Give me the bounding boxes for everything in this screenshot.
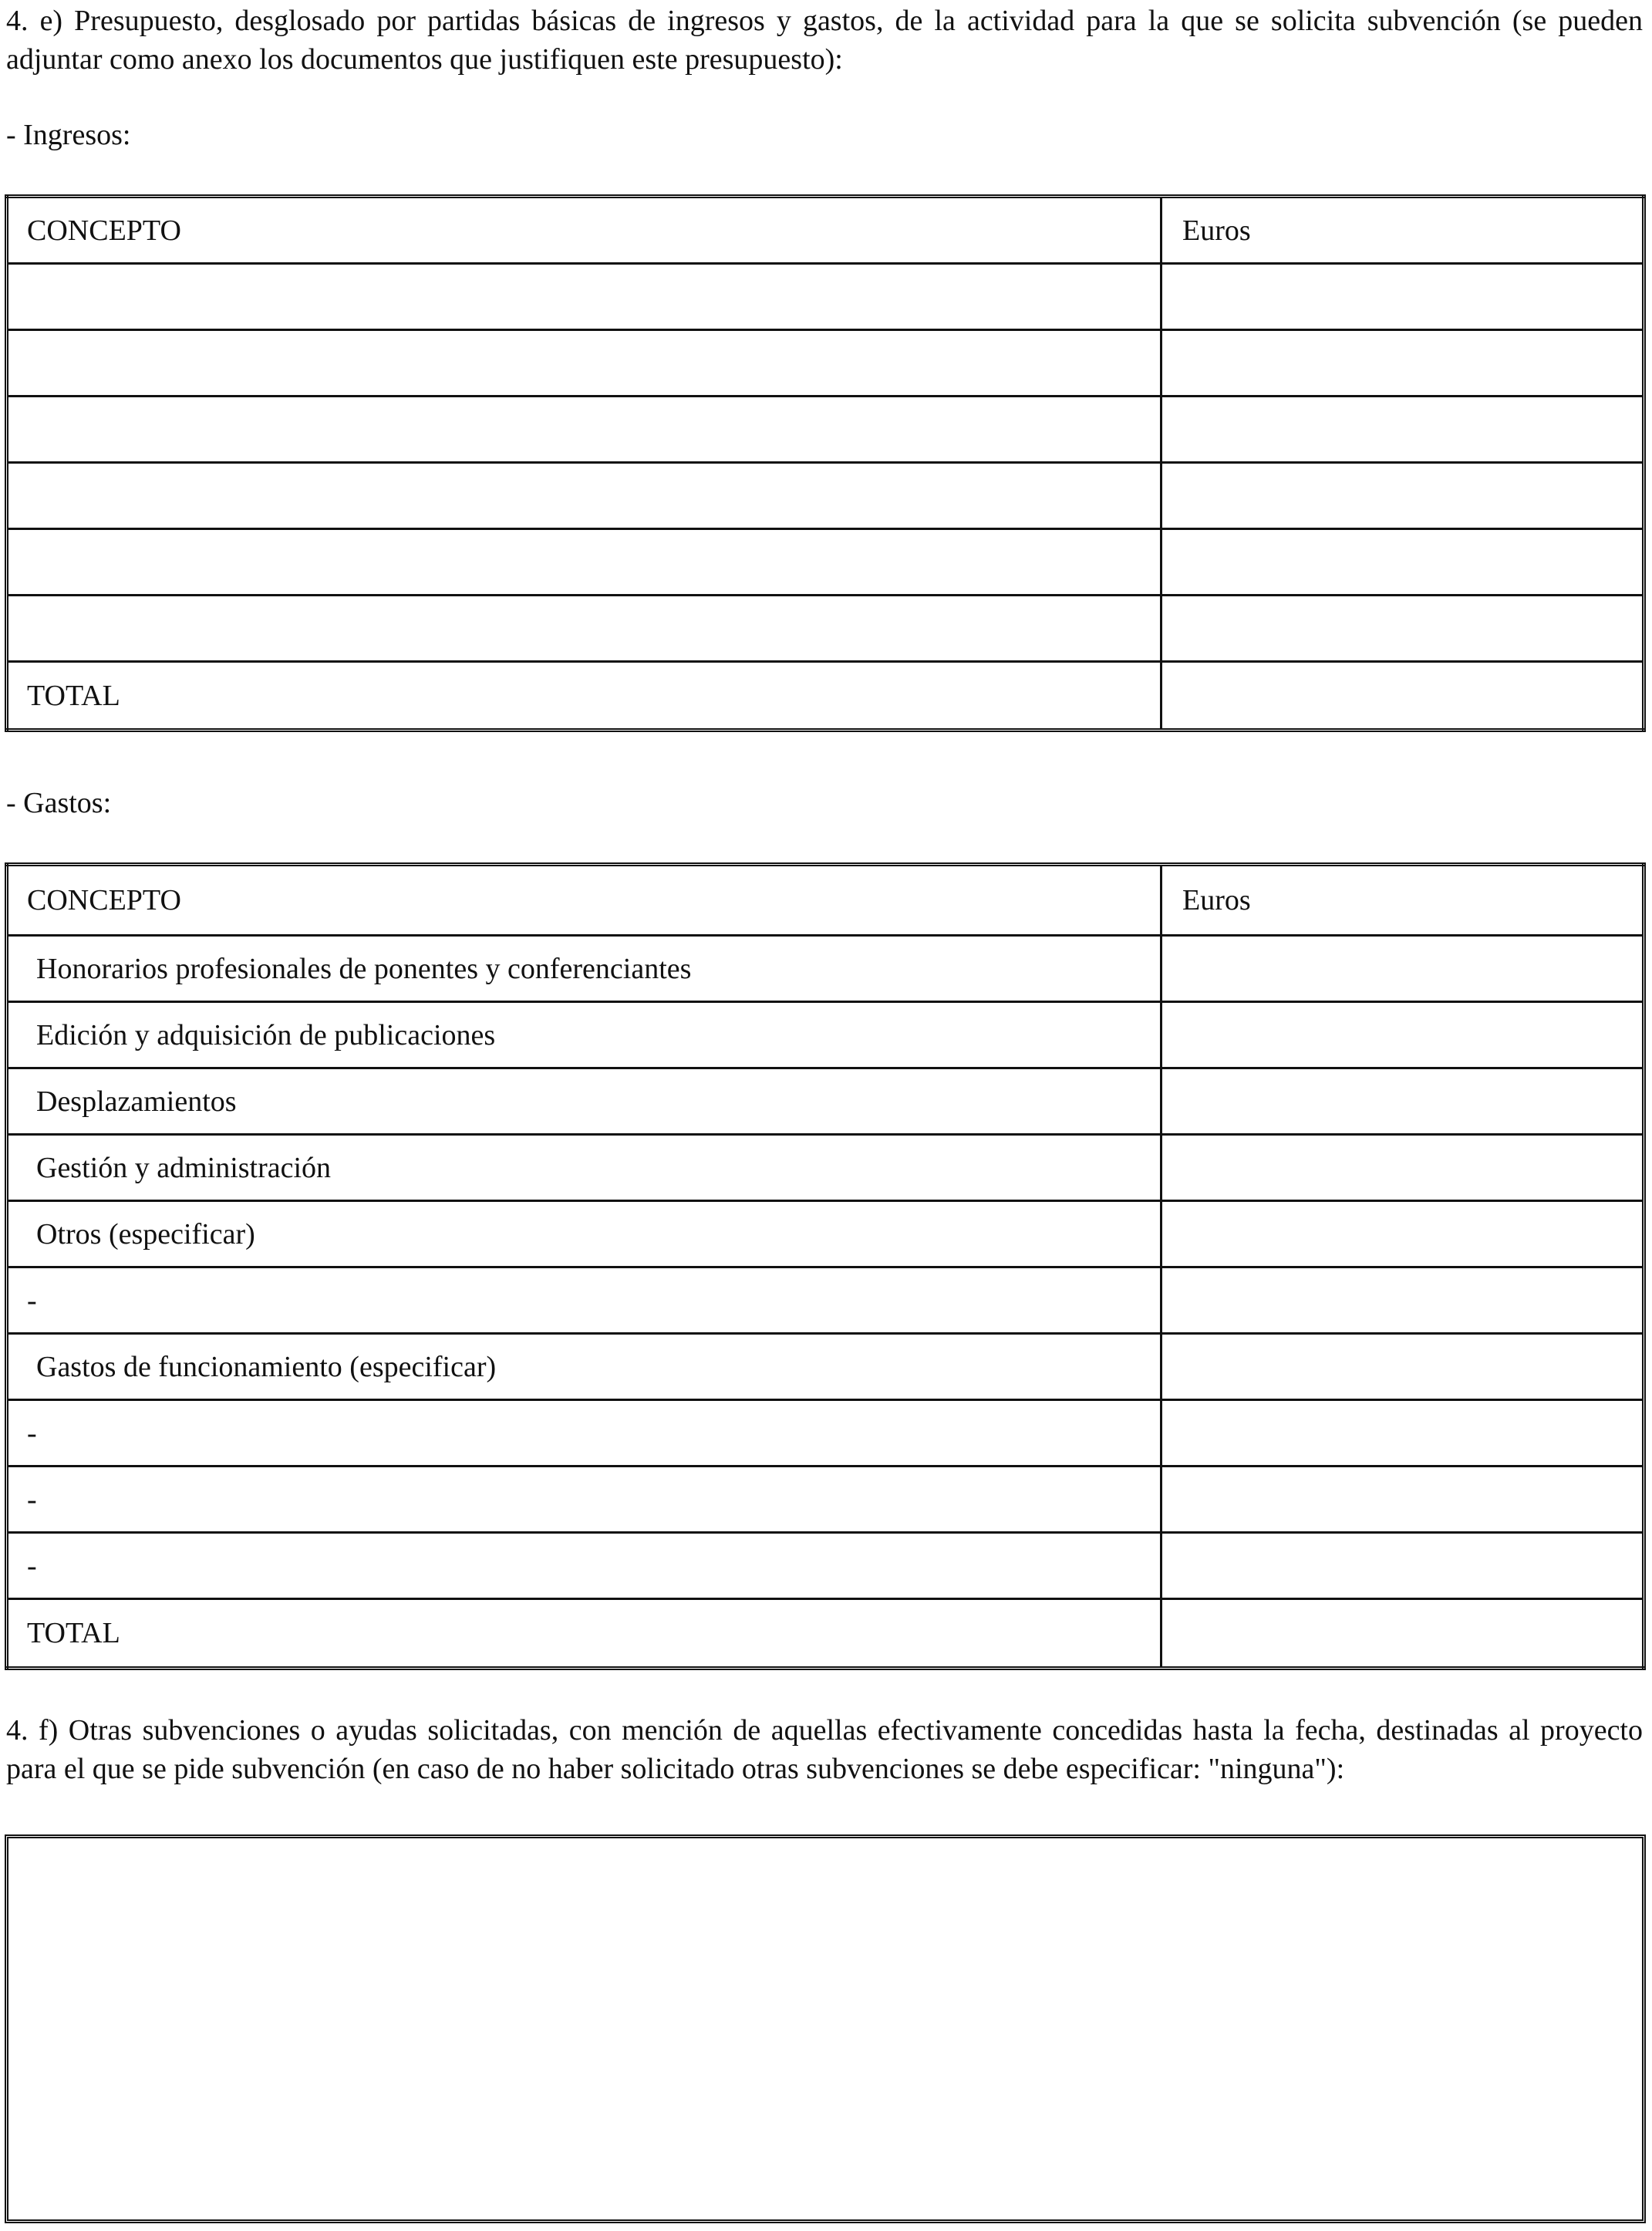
ingresos-concept-input[interactable] xyxy=(7,330,1161,397)
gastos-amount-input[interactable] xyxy=(1161,1002,1644,1068)
gastos-total-label: TOTAL xyxy=(7,1599,1161,1669)
gastos-concept-cell: Gestión y administración xyxy=(7,1135,1161,1201)
ingresos-col-concept: CONCEPTO xyxy=(7,197,1161,264)
other-subsidies-textarea[interactable] xyxy=(5,1834,1646,2223)
ingresos-col-amount: Euros xyxy=(1161,197,1644,264)
ingresos-amount-input[interactable] xyxy=(1161,264,1644,330)
section-e-heading: 4. e) Presupuesto, desglosado por partidas básicas de ingresos y gastos, de la actividad para la que se solicita subvención (se pueden adjuntar como anexo los documentos que justifiquen este presupuesto): xyxy=(6,5,1643,76)
gastos-col-concept: CONCEPTO xyxy=(7,865,1161,936)
section-f-heading: 4. f) Otras subvenciones o ayudas solicitadas, con mención de aquellas efectivamente concedidas hasta la fecha, destinadas al proyecto para el que se pide subvención (en caso de no haber solicitado otras subvenciones se debe especificar: "ninguna"): xyxy=(6,1714,1643,1785)
table-row xyxy=(7,1533,1644,1599)
ingresos-concept-input[interactable] xyxy=(7,397,1161,463)
gastos-amount-input[interactable] xyxy=(1161,1068,1644,1135)
ingresos-concept-input[interactable] xyxy=(7,264,1161,330)
table-row xyxy=(7,936,1644,1002)
gastos-label: - Gastos: xyxy=(6,787,112,819)
ingresos-total-amount[interactable] xyxy=(1161,662,1644,731)
ingresos-total-row xyxy=(7,662,1644,731)
ingresos-total-label: TOTAL xyxy=(7,662,1161,731)
table-row xyxy=(7,397,1644,463)
table-row xyxy=(7,264,1644,330)
gastos-total-row xyxy=(7,1599,1644,1669)
gastos-col-amount: Euros xyxy=(1161,865,1644,936)
table-row xyxy=(7,596,1644,662)
ingresos-amount-input[interactable] xyxy=(1161,397,1644,463)
table-row xyxy=(7,1267,1644,1334)
table-row xyxy=(7,1334,1644,1400)
gastos-header-row xyxy=(7,865,1644,936)
gastos-amount-input[interactable] xyxy=(1161,1267,1644,1334)
gastos-specify-input[interactable]: - xyxy=(7,1467,1161,1533)
gastos-concept-cell: Gastos de funcionamiento (especificar) xyxy=(7,1334,1161,1400)
gastos-concept-cell: Honorarios profesionales de ponentes y conferenciantes xyxy=(7,936,1161,1002)
gastos-concept-cell: Otros (especificar) xyxy=(7,1201,1161,1267)
gastos-amount-input[interactable] xyxy=(1161,1201,1644,1267)
ingresos-amount-input[interactable] xyxy=(1161,463,1644,529)
gastos-concept-cell: Edición y adquisición de publicaciones xyxy=(7,1002,1161,1068)
ingresos-amount-input[interactable] xyxy=(1161,529,1644,596)
ingresos-concept-input[interactable] xyxy=(7,529,1161,596)
table-row xyxy=(7,1068,1644,1135)
table-row xyxy=(7,1201,1644,1267)
table-row xyxy=(7,1400,1644,1467)
ingresos-header-row xyxy=(7,197,1644,264)
gastos-amount-input[interactable] xyxy=(1161,1135,1644,1201)
gastos-amount-input[interactable] xyxy=(1161,1400,1644,1467)
gastos-concept-cell: Desplazamientos xyxy=(7,1068,1161,1135)
gastos-specify-input[interactable]: - xyxy=(7,1533,1161,1599)
table-row xyxy=(7,1135,1644,1201)
ingresos-concept-input[interactable] xyxy=(7,463,1161,529)
gastos-amount-input[interactable] xyxy=(1161,1533,1644,1599)
gastos-specify-input[interactable]: - xyxy=(7,1267,1161,1334)
gastos-table xyxy=(5,862,1646,1670)
table-row xyxy=(7,1002,1644,1068)
ingresos-amount-input[interactable] xyxy=(1161,330,1644,397)
ingresos-concept-input[interactable] xyxy=(7,596,1161,662)
gastos-specify-input[interactable]: - xyxy=(7,1400,1161,1467)
gastos-amount-input[interactable] xyxy=(1161,936,1644,1002)
table-row xyxy=(7,529,1644,596)
gastos-amount-input[interactable] xyxy=(1161,1334,1644,1400)
gastos-total-amount[interactable] xyxy=(1161,1599,1644,1669)
table-row xyxy=(7,1467,1644,1533)
ingresos-amount-input[interactable] xyxy=(1161,596,1644,662)
table-row xyxy=(7,330,1644,397)
ingresos-label: - Ingresos: xyxy=(6,119,131,151)
table-row xyxy=(7,463,1644,529)
ingresos-table xyxy=(5,194,1646,732)
gastos-amount-input[interactable] xyxy=(1161,1467,1644,1533)
